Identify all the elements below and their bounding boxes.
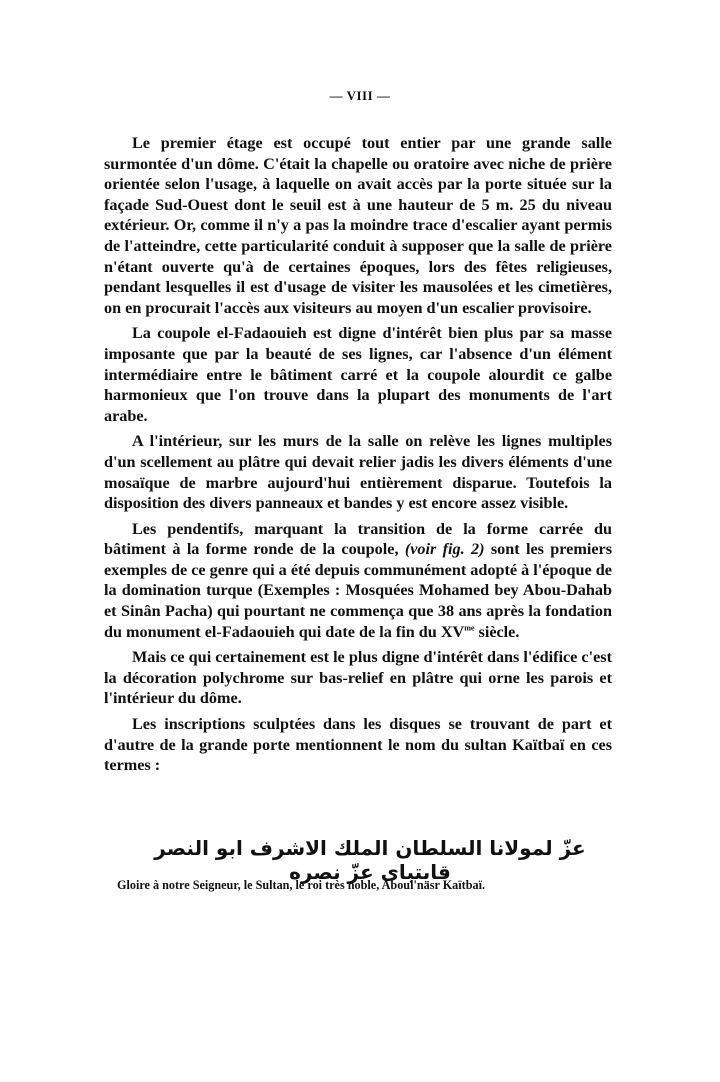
century-superscript: me <box>464 623 475 633</box>
figure-reference: (voir fig. 2) <box>404 540 485 559</box>
paragraph-cupola: La coupole el-Fadaouieh est digne d'intérêt bien plus par sa masse imposante que par la beauté de ses lignes, car l'absence d'un élément intermédiaire entre le bâtiment carré et la coupole alourdit ce galbe harmonieux que l'on trouve dans la plupart des monuments de l'art arabe. <box>104 324 612 425</box>
arabic-inscription: عزّ لمولانا السلطان الملك الاشرف ابو النصر قايتباى عزّ نصره <box>154 836 586 884</box>
paragraph-inscriptions: Les inscriptions sculptées dans les disques se trouvant de part et d'autre de la grande porte mentionnent le nom du sultan Kaïtbaï en ces termes : <box>104 715 612 775</box>
pendentives-text-before: Les pendentifs, marquant la transition de la forme carrée du bâtiment à la forme ronde de la coupole, <box>104 519 612 559</box>
inscription-translation: Gloire à notre Seigneur, le Sultan, le roi très noble, Aboul'nasr Kaïtbaï. <box>117 878 486 892</box>
paragraph-first-floor: Le premier étage est occupé tout entier par une grande salle surmontée d'un dôme. C'était la chapelle ou oratoire avec niche de prière orientée selon l'usage, à laquelle on avait accès par la porte située sur la façade Sud-Ouest dont le seuil est à une hauteur de 5 m. 25 du niveau extérieur. Or, comme il n'y a pas la moindre trace d'escalier ayant permis de l'atteindre, cette particularité conduit à supposer que la salle de prière n'étant ouverte qu'à de certaines époques, lors des fêtes religieuses, pendant lesquelles il est d'usage de visiter les mausolées et les cimetières, on en procurait l'accès aux visiteurs au moyen d'un escalier provisoire. <box>104 134 612 317</box>
paragraph-pendentives <box>104 519 612 643</box>
paragraph-interior: A l'intérieur, sur les murs de la salle on relève les lignes multiples d'un scellement au plâtre qui devait relier jadis les divers éléments d'une mosaïque de marbre aujourd'hui entièrement disparue. Toutefois la disposition des divers panneaux et bandes y est encore assez visible. <box>104 432 612 513</box>
body-text <box>104 133 612 781</box>
page-number: — VIII — <box>329 88 391 103</box>
pendentives-text-after: sont les premiers exemples de ce genre qui a été depuis communément adopté à l'époque de la domination turque (Exemples : Mosquées Mohamed bey Abou-Dahab et Sinân Pacha) qui pourtant ne commença que 38 ans après la fondation du monument el-Fadaouieh qui date de la fin du XV <box>104 540 612 641</box>
paragraph-decoration: Mais ce qui certainement est le plus digne d'intérêt dans l'édifice c'est la décoration polychrome sur bas-relief en plâtre qui orne les parois et l'intérieur du dôme. <box>104 648 612 708</box>
pendentives-text-end: siècle. <box>474 622 520 641</box>
